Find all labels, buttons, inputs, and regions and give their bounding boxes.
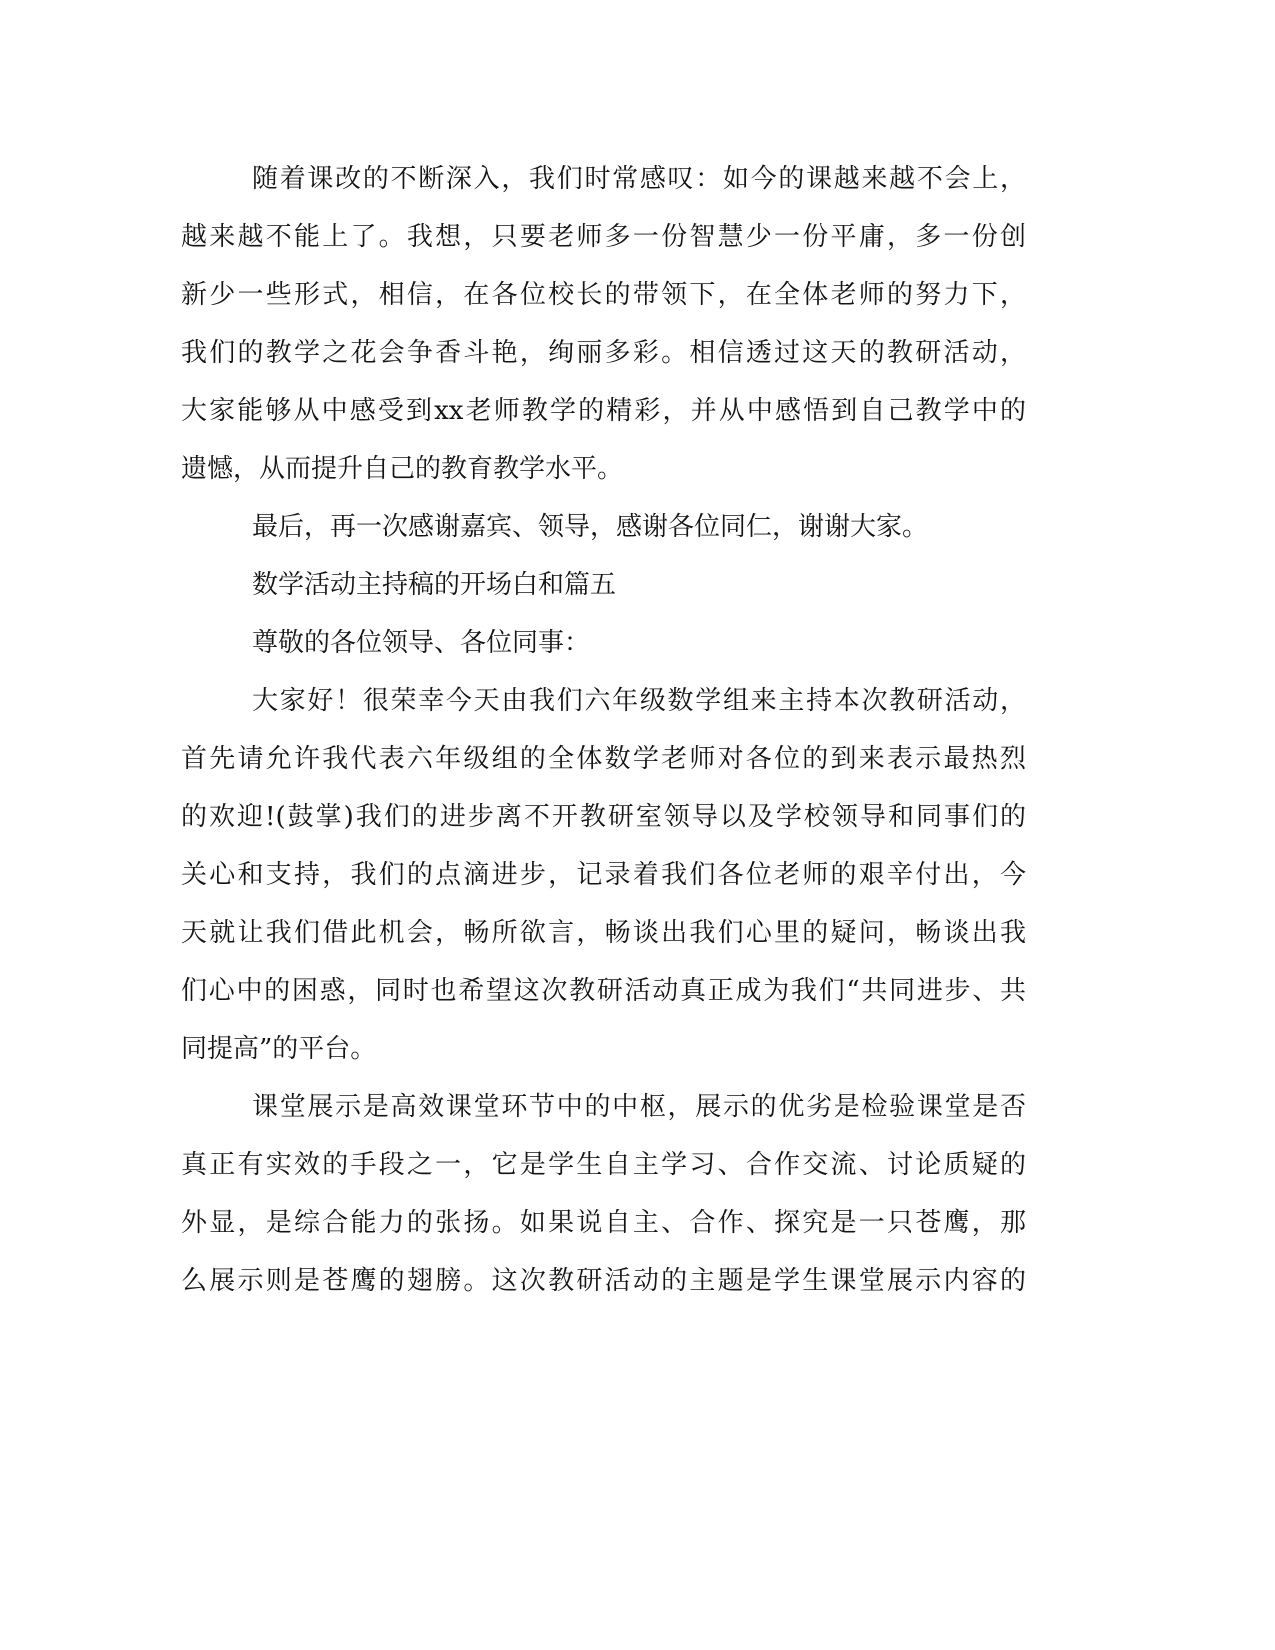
text-line: 外显，是综合能力的张扬。如果说自主、合作、探究是一只苍鹰，那 [181, 1208, 1026, 1238]
text-line: 课堂展示是高效课堂环节中的中枢，展示的优劣是检验课堂是否 [252, 1092, 1026, 1122]
section-heading [181, 556, 1026, 614]
text-line: 们心中的困惑，同时也希望这次教研活动真正成为我们“共同进步、共 [181, 976, 1026, 1006]
paragraph-5 [181, 672, 1026, 1078]
text-line: 的欢迎!(鼓掌)我们的进步离不开教研室领导以及学校领导和同事们的 [181, 802, 1026, 832]
text-line: 天就让我们借此机会，畅所欲言，畅谈出我们心里的疑问，畅谈出我 [181, 918, 1026, 948]
text-line: 我们的教学之花会争香斗艳，绚丽多彩。相信透过这天的教研活动， [181, 338, 1026, 368]
salutation [181, 614, 1026, 672]
text-line: 大家能够从中感受到xx老师教学的精彩，并从中感悟到自己教学中的 [181, 396, 1026, 426]
text-line: 么展示则是苍鹰的翅膀。这次教研活动的主题是学生课堂展示内容的 [181, 1266, 1026, 1296]
document-body [181, 150, 1026, 1310]
text-line: 尊敬的各位领导、各位同事： [252, 628, 591, 658]
text-line: 新少一些形式，相信，在各位校长的带领下，在全体老师的努力下， [181, 280, 1026, 310]
text-line: 同提高”的平台。 [181, 1034, 377, 1064]
text-line: 最后，再一次感谢嘉宾、领导，感谢各位同仁，谢谢大家。 [252, 512, 929, 542]
text-line: 遗憾，从而提升自己的教育教学水平。 [181, 454, 624, 484]
text-line: 首先请允许我代表六年级组的全体数学老师对各位的到来表示最热烈 [181, 744, 1026, 774]
text-line: 数学活动主持稿的开场白和篇五 [252, 570, 617, 600]
text-line: 大家好！很荣幸今天由我们六年级数学组来主持本次教研活动， [252, 686, 1026, 716]
paragraph-2 [181, 498, 1026, 556]
paragraph-1 [181, 150, 1026, 498]
text-line: 越来越不能上了。我想，只要老师多一份智慧少一份平庸，多一份创 [181, 222, 1026, 252]
paragraph-6 [181, 1078, 1026, 1310]
text-line: 随着课改的不断深入，我们时常感叹：如今的课越来越不会上， [252, 164, 1026, 194]
text-line: 关心和支持，我们的点滴进步，记录着我们各位老师的艰辛付出，今 [181, 860, 1026, 890]
text-line: 真正有实效的手段之一，它是学生自主学习、合作交流、讨论质疑的 [181, 1150, 1026, 1180]
